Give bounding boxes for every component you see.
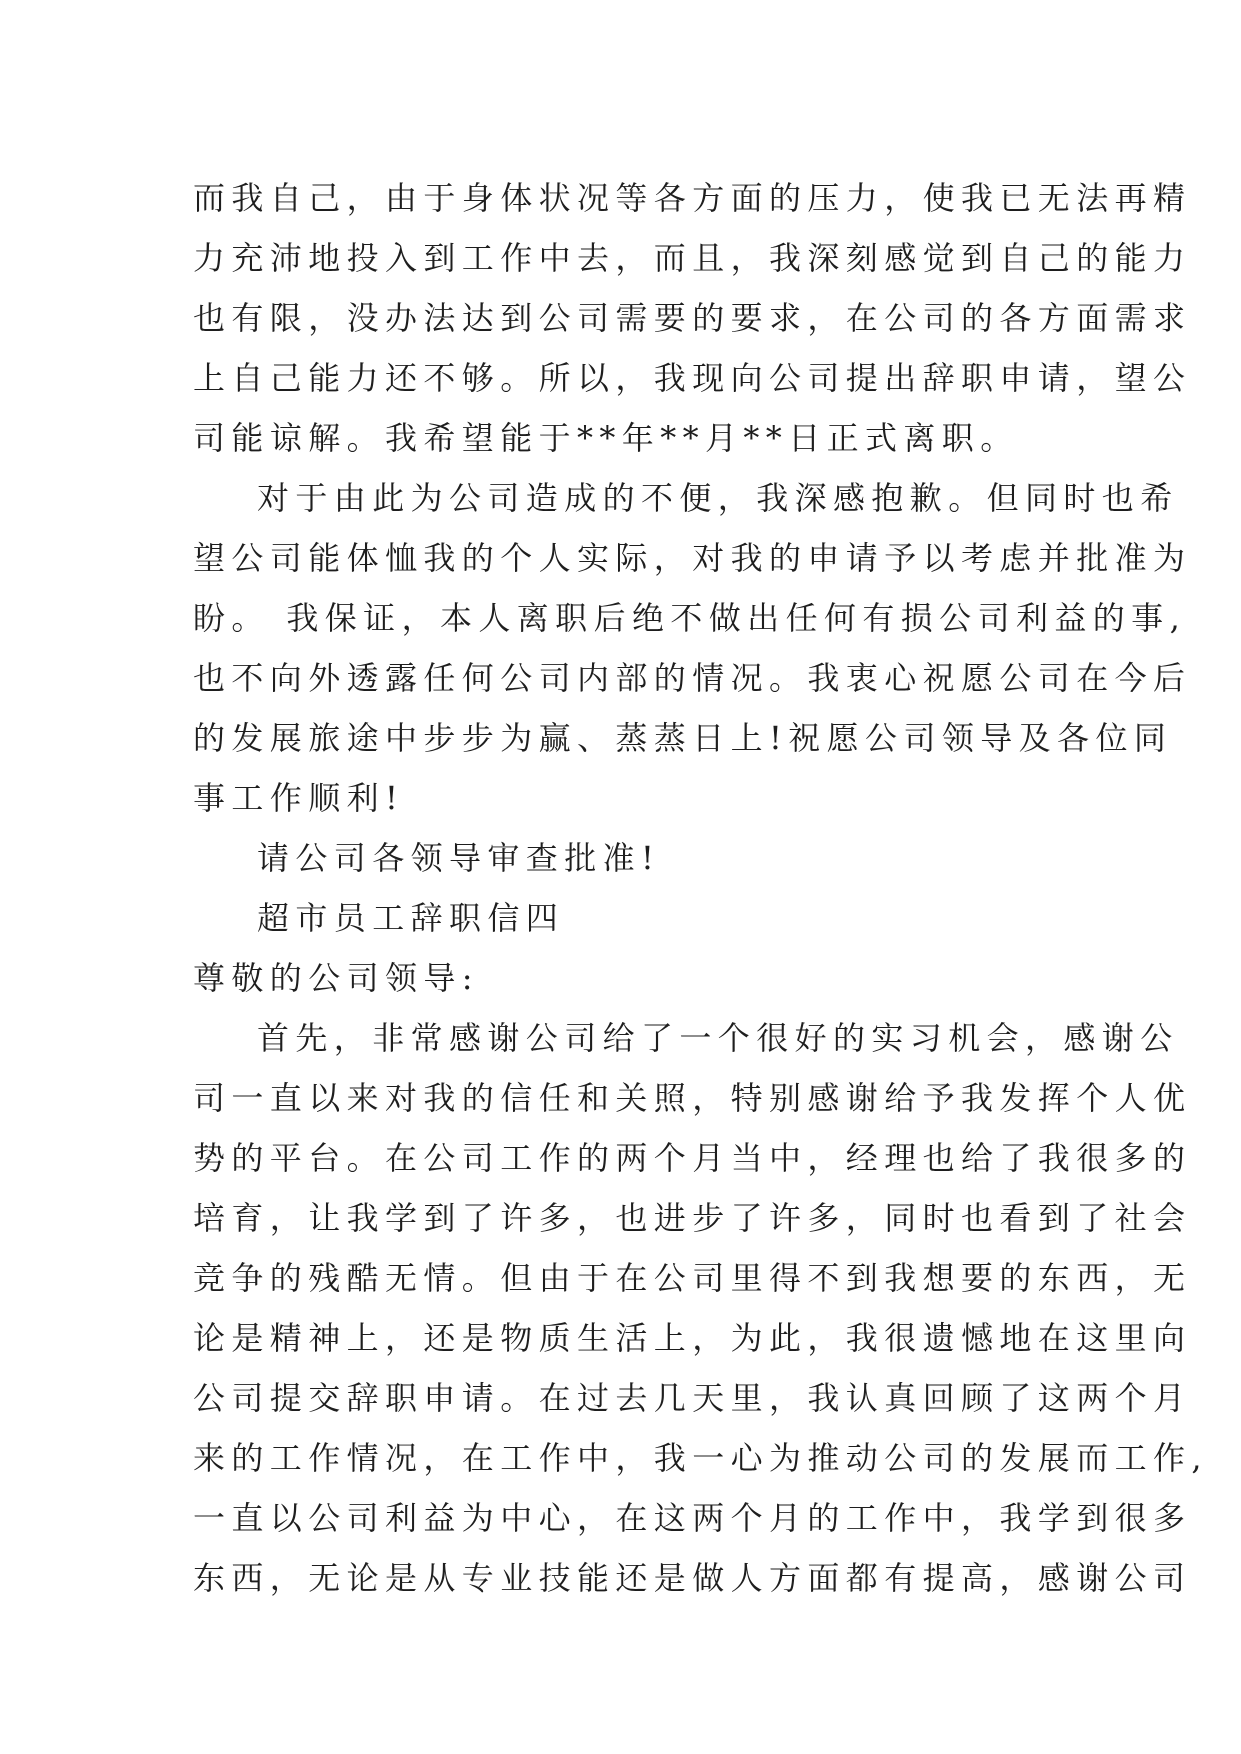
text-line: 培育，让我学到了许多，也进步了许多，同时也看到了社会 <box>193 1199 1192 1237</box>
text-line: 事工作顺利! <box>193 779 405 817</box>
text-line: 望公司能体恤我的个人实际，对我的申请予以考虑并批准为 <box>193 539 1192 577</box>
text-line: 东西，无论是从专业技能还是做人方面都有提高，感谢公司 <box>193 1559 1192 1597</box>
text-line: 来的工作情况，在工作中，我一心为推动公司的发展而工作, <box>193 1439 1208 1477</box>
text-line: 司能谅解。我希望能于**年**月**日正式离职。 <box>193 419 1019 457</box>
text-line: 力充沛地投入到工作中去，而且，我深刻感觉到自己的能力 <box>193 239 1192 277</box>
text-line: 的发展旅途中步步为赢、蒸蒸日上!祝愿公司领导及各位同 <box>193 719 1173 757</box>
text-line: 盼。 我保证，本人离职后绝不做出任何有损公司利益的事, <box>193 599 1187 637</box>
text-line: 竞争的残酷无情。但由于在公司里得不到我想要的东西，无 <box>193 1259 1192 1297</box>
text-line: 论是精神上，还是物质生活上，为此，我很遗憾地在这里向 <box>193 1319 1192 1357</box>
paragraph-first-line: 首先，非常感谢公司给了一个很好的实习机会，感谢公 <box>257 1019 1179 1057</box>
text-line: 也有限，没办法达到公司需要的要求，在公司的各方面需求 <box>193 299 1192 337</box>
text-line: 上自己能力还不够。所以，我现向公司提出辞职申请，望公 <box>193 359 1192 397</box>
salutation: 尊敬的公司领导: <box>193 959 479 997</box>
section-heading: 超市员工辞职信四 <box>257 899 565 937</box>
text-line: 一直以公司利益为中心，在这两个月的工作中，我学到很多 <box>193 1499 1192 1537</box>
text-line: 司一直以来对我的信任和关照，特别感谢给予我发挥个人优 <box>193 1079 1192 1117</box>
text-line: 而我自己，由于身体状况等各方面的压力，使我已无法再精 <box>193 179 1192 217</box>
text-line: 势的平台。在公司工作的两个月当中，经理也给了我很多的 <box>193 1139 1192 1177</box>
document-body <box>193 168 1208 1608</box>
paragraph-first-line: 对于由此为公司造成的不便，我深感抱歉。但同时也希 <box>257 479 1179 517</box>
closing-request: 请公司各领导审查批准! <box>257 839 661 877</box>
text-line: 也不向外透露任何公司内部的情况。我衷心祝愿公司在今后 <box>193 659 1192 697</box>
text-line: 公司提交辞职申请。在过去几天里，我认真回顾了这两个月 <box>193 1379 1192 1417</box>
